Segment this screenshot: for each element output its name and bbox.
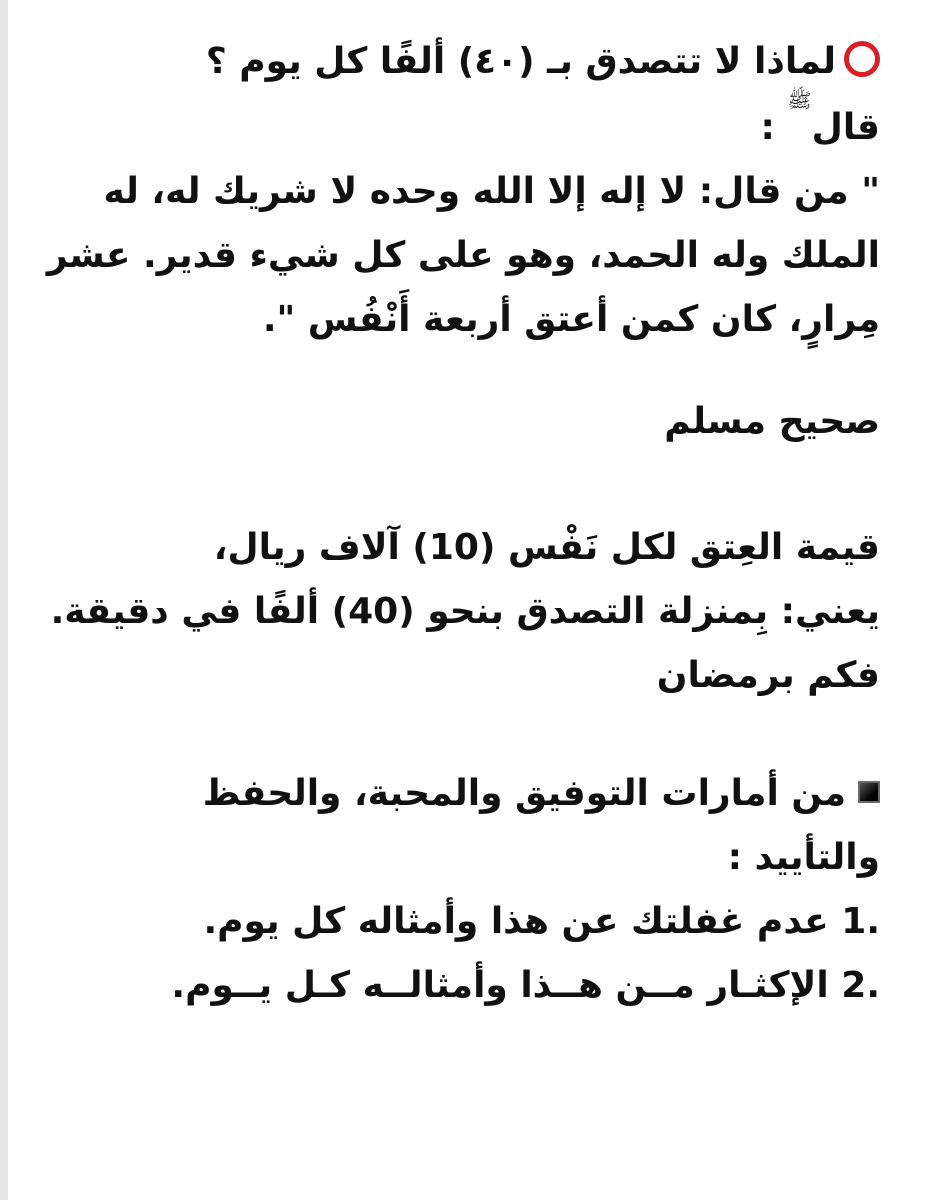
signs-heading-text: من أمارات التوفيق والمحبة، والحفظ	[202, 773, 846, 814]
explanation-line-1: قيمة العِتق لكل نَفْس (10) آلاف ريال،	[213, 527, 880, 568]
said-prefix: قال	[811, 107, 880, 148]
hadith-line-2: الملك وله الحمد، وهو على كل شيء قدير. عشر	[46, 235, 880, 276]
list-item-text: عدم غفلتك عن هذا وأمثاله كل يوم.	[203, 901, 829, 942]
list-item-number: 2.	[841, 965, 880, 1006]
honorific-glyph: ﷺ	[787, 88, 812, 112]
explanation-line-3: فكم برمضان	[656, 655, 880, 696]
list-item	[60, 954, 880, 1018]
hadith-line-1: " من قال: لا إله إلا الله وحده لا شريك له، له	[103, 171, 880, 212]
signs-heading-line-1	[60, 762, 880, 826]
title: لماذا لا تتصدق بـ (٤٠) ألفًا كل يوم ؟	[205, 41, 836, 82]
hadith-line-3: مِرارٍ، كان كمن أعتق أربعة أَنْفُس ".	[262, 299, 880, 340]
square-bullet-icon	[858, 781, 880, 803]
post-content	[46, 30, 880, 1018]
list-item-number: 1.	[841, 901, 880, 942]
left-gutter	[0, 0, 8, 1200]
list-item	[60, 890, 880, 954]
source: صحيح مسلم	[664, 401, 880, 442]
red-circle-icon	[844, 41, 880, 77]
list-item-text: الإكثـار مــن هــذا وأمثالــه كـل يــوم.	[171, 965, 829, 1006]
signs-heading-line-2: والتأييد :	[727, 837, 880, 878]
said-colon: :	[760, 107, 775, 148]
title-line	[60, 30, 880, 94]
said-line	[60, 88, 880, 160]
explanation-line-2: يعني: بِمنزلة التصدق بنحو (40) ألفًا في دقيقة.	[50, 591, 880, 632]
